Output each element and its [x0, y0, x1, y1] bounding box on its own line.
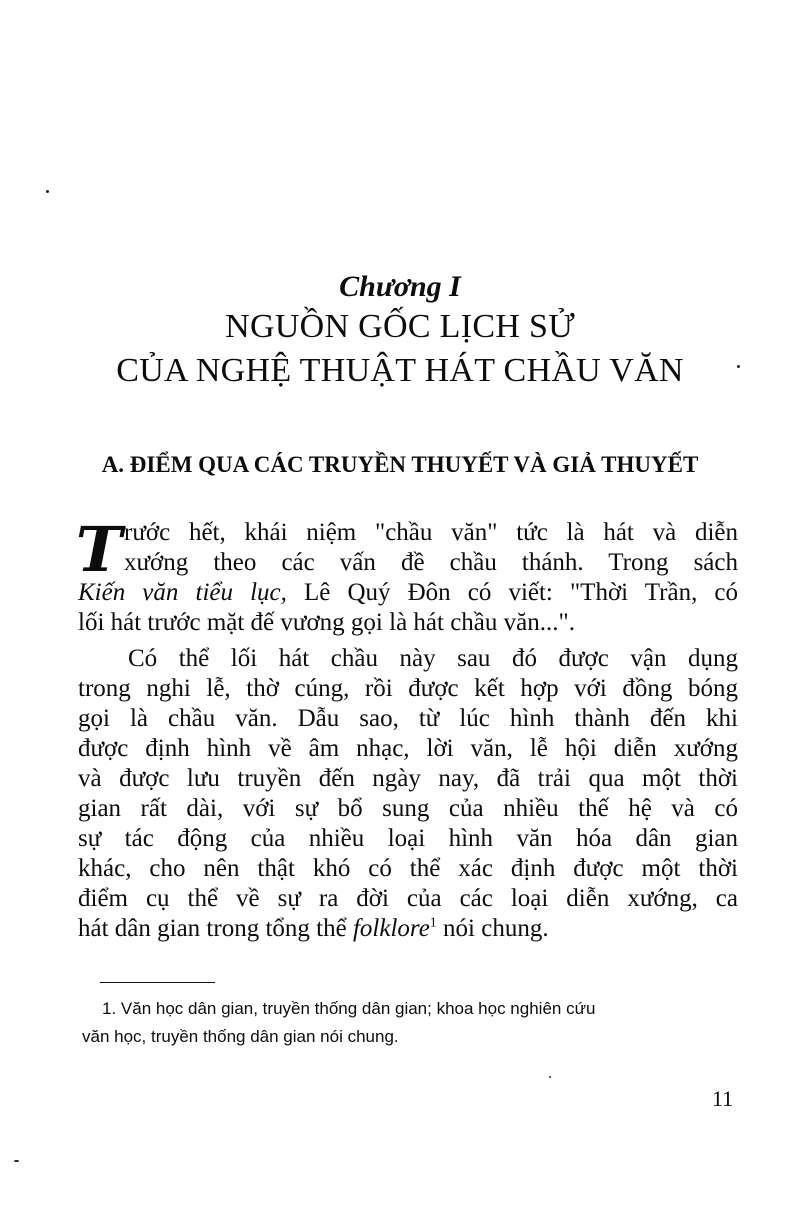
chapter-title-line-1: NGUỒN GỐC LỊCH SỬ [225, 308, 575, 345]
paragraph-1 [78, 518, 738, 638]
paragraph-2-line: sự tác động của nhiều loại hình văn hóa dân gian [78, 825, 738, 852]
paragraph-1-line-1: rước hết, khái niệm "chầu văn" tức là hát và diễn [124, 519, 738, 546]
paragraph-1-line-4: lối hát trước mặt đế vương gọi là hát chầu văn...". [78, 609, 575, 636]
chapter-label: Chương I [339, 270, 461, 303]
footnote-line-1: 1. Văn học dân gian, truyền thống dân gian; khoa học nghiên cứu [102, 999, 596, 1018]
paragraph-2 [78, 644, 738, 944]
scan-speck [737, 365, 740, 368]
paragraph-2-line: trong nghi lễ, thờ cúng, rồi được kết hợp với đồng bóng [78, 675, 738, 702]
chapter-title-line-2: CỦA NGHỆ THUẬT HÁT CHẦU VĂN [116, 352, 684, 389]
paragraph-1-line-2: xướng theo các vấn đề chầu thánh. Trong sách [124, 549, 738, 576]
paragraph-2-last-line-end: nói chung. [436, 915, 549, 942]
paragraph-1-line-3 [78, 578, 738, 608]
folklore-term: folklore [352, 915, 430, 942]
footnote [82, 995, 742, 1051]
scan-speck [549, 1076, 551, 1078]
paragraph-2-last-line-start: hát dân gian trong tổng thể [78, 915, 353, 942]
scan-speck [46, 190, 49, 193]
page-number: 11 [712, 1086, 734, 1111]
paragraph-2-line: Có thể lối hát chầu này sau đó được vận dụng [128, 645, 738, 672]
book-title: Kiến văn tiểu lục, [78, 579, 287, 606]
paragraph-1-line-3-rest: Lê Quý Đôn có viết: "Thời Trần, có [286, 579, 738, 606]
footnote-line-2: văn học, truyền thống dân gian nói chung. [82, 1027, 399, 1046]
paragraph-2-last-line [78, 914, 738, 944]
paragraph-2-line: điểm cụ thể về sự ra đời của các loại diễn xướng, ca [78, 885, 738, 912]
drop-cap: T [75, 513, 123, 586]
paragraph-2-line: và được lưu truyền đến ngày nay, đã trải qua một thời [78, 765, 738, 792]
footnote-rule [100, 982, 215, 983]
paragraph-2-line: khác, cho nên thật khó có thể xác định được một thời [78, 855, 738, 882]
paragraph-2-line: gian rất dài, với sự bổ sung của nhiều thế hệ và có [78, 795, 738, 822]
footnote-marker: 1 [429, 915, 437, 931]
section-heading: A. ĐIỂM QUA CÁC TRUYỀN THUYẾT VÀ GIẢ THUYẾT [101, 452, 699, 477]
paragraph-2-line: được định hình về âm nhạc, lời văn, lễ hội diễn xướng [78, 735, 738, 762]
paragraph-2-line: gọi là chầu văn. Dẫu sao, từ lúc hình thành đến khi [78, 705, 738, 732]
scan-speck [14, 1160, 19, 1162]
